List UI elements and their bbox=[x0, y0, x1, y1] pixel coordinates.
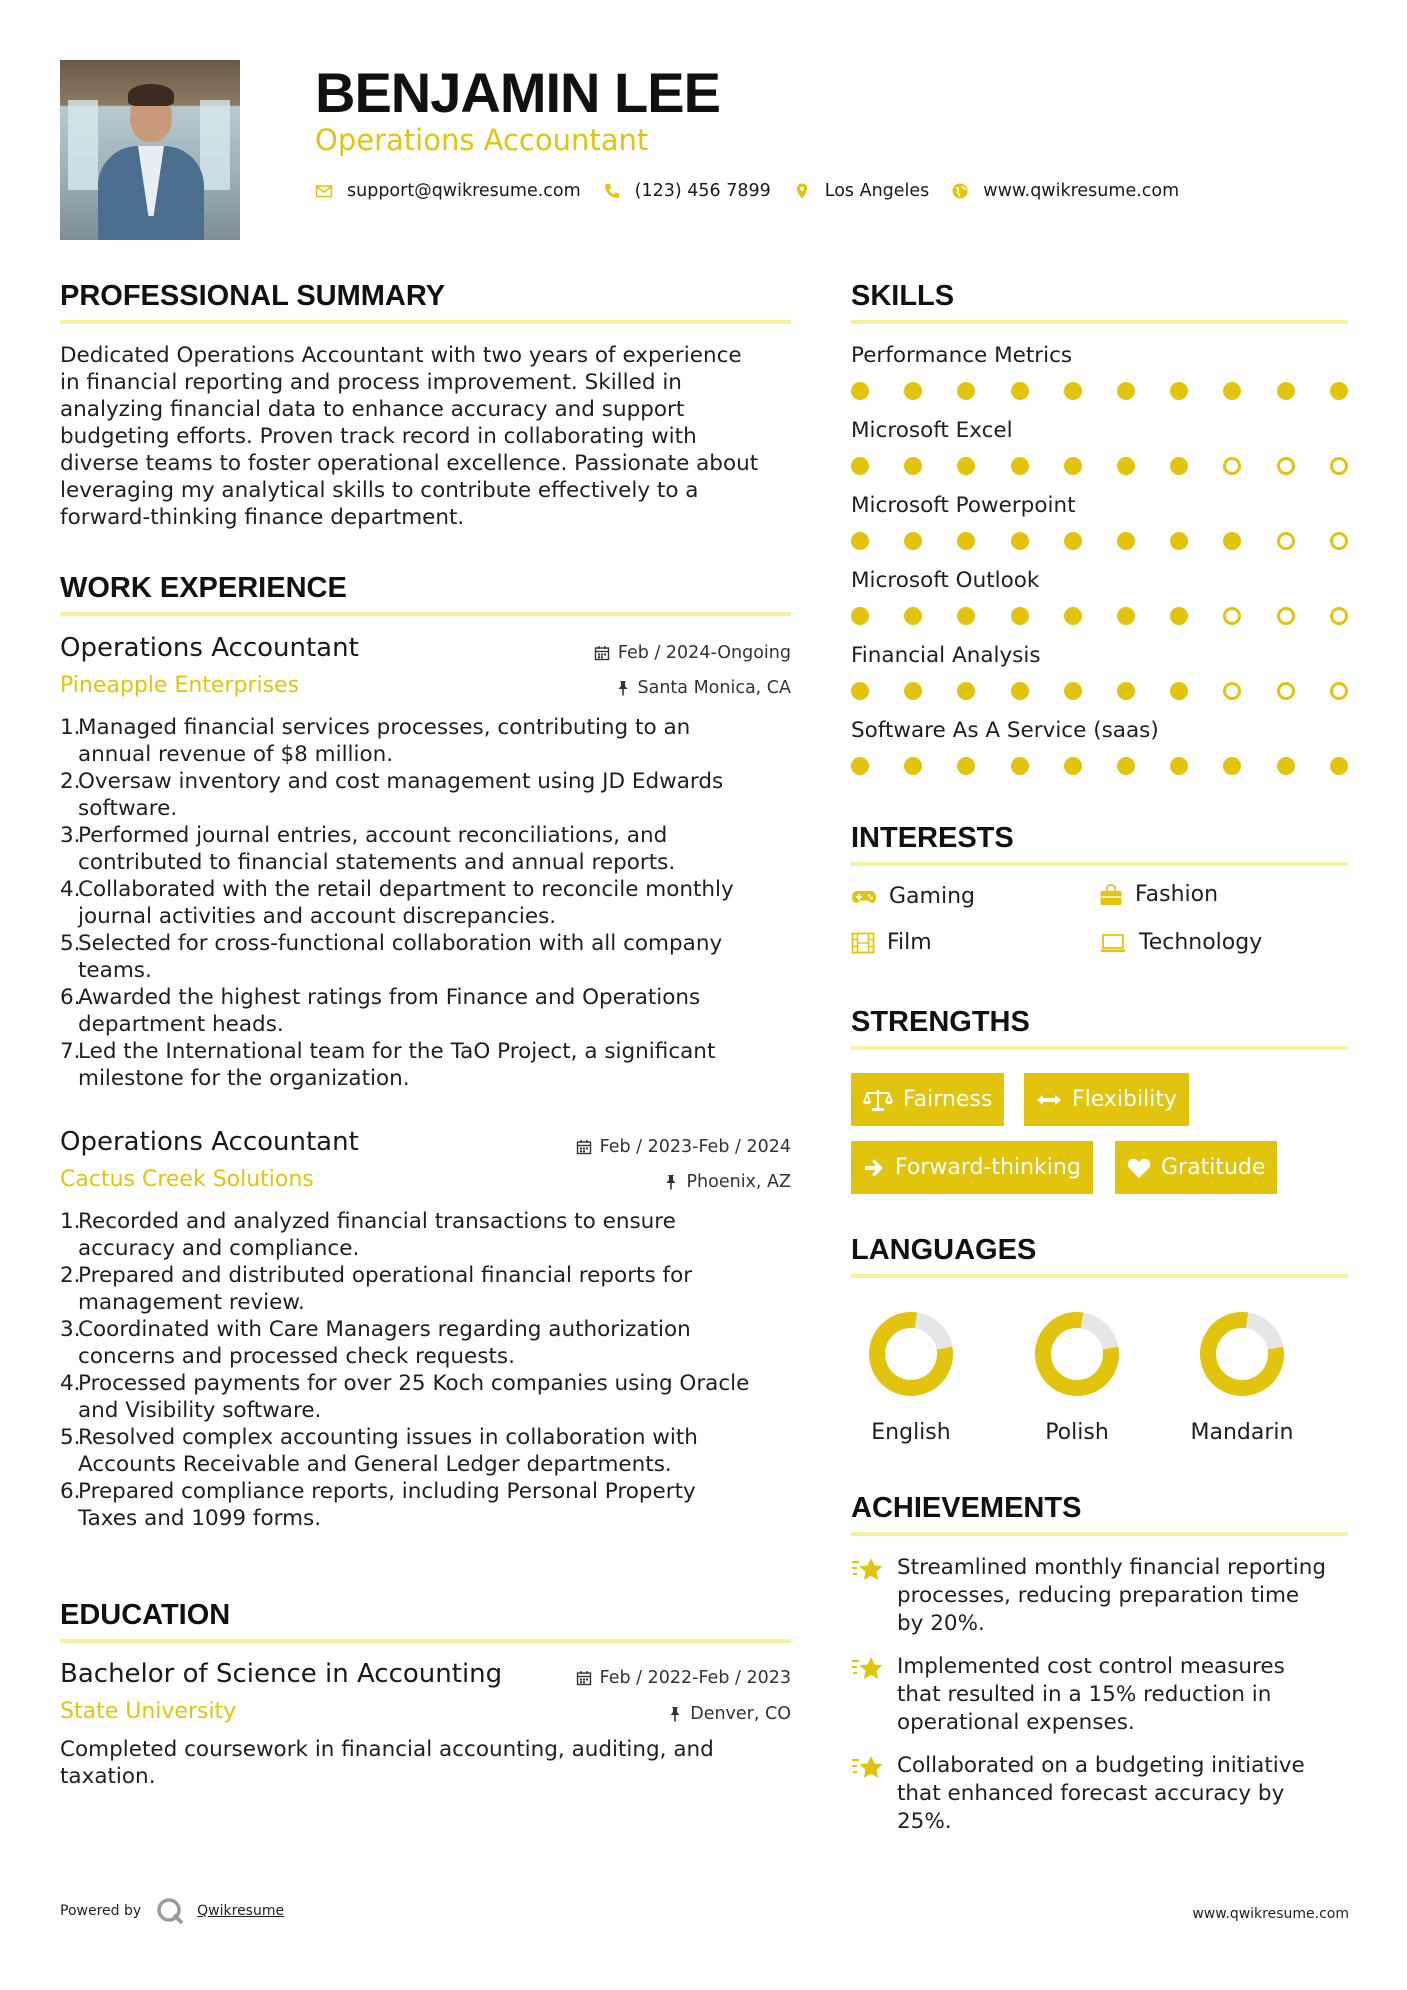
achievements-heading: ACHIEVEMENTS bbox=[851, 1492, 1082, 1524]
rating-dot bbox=[1011, 457, 1029, 475]
skill-rating bbox=[851, 382, 1351, 402]
rating-dot bbox=[1117, 532, 1135, 550]
rating-dot bbox=[1223, 532, 1241, 550]
rating-dot bbox=[1011, 382, 1029, 400]
job-date: Feb / 2024-Ongoing bbox=[594, 641, 791, 665]
language-label: Polish bbox=[1045, 1420, 1109, 1445]
rating-dot bbox=[1170, 757, 1188, 775]
job-title: Operations Accountant bbox=[60, 633, 359, 663]
education-heading: EDUCATION bbox=[60, 1599, 231, 1631]
rating-dot bbox=[1064, 382, 1082, 400]
footer-url[interactable]: www.qwikresume.com bbox=[1192, 1906, 1349, 1922]
achievements-divider bbox=[851, 1532, 1348, 1536]
achievement-item: Streamlined monthly financial reporting processes, reducing preparation time by 20%. bbox=[851, 1554, 1361, 1638]
job-responsibilities bbox=[60, 1208, 791, 1532]
strength-tag: Fairness bbox=[851, 1073, 1004, 1126]
rating-dot bbox=[1064, 532, 1082, 550]
globe-icon bbox=[951, 182, 969, 200]
skills-heading: SKILLS bbox=[851, 280, 955, 312]
rating-dot bbox=[1117, 382, 1135, 400]
summary-divider bbox=[60, 320, 791, 324]
rating-dot bbox=[1117, 757, 1135, 775]
strengths-divider bbox=[851, 1046, 1348, 1050]
skill-name: Financial Analysis bbox=[851, 643, 1041, 668]
rating-dot bbox=[1064, 457, 1082, 475]
rating-dot bbox=[957, 607, 975, 625]
language-proficiency-donut bbox=[1034, 1311, 1120, 1397]
rating-dot bbox=[851, 457, 869, 475]
education-divider bbox=[60, 1639, 791, 1643]
list-item: 2. Prepared and distributed operational financial reports for management review. bbox=[60, 1263, 693, 1315]
education-description: Completed coursework in financial accounting, auditing, and taxation. bbox=[60, 1737, 714, 1789]
rating-dot bbox=[851, 532, 869, 550]
list-item: 2. Oversaw inventory and cost management using JD Edwards software. bbox=[60, 769, 724, 821]
job-date: Feb / 2023-Feb / 2024 bbox=[576, 1135, 791, 1159]
rating-dot bbox=[1064, 607, 1082, 625]
list-item: 1. Recorded and analyzed financial transactions to ensure accuracy and compliance. bbox=[60, 1209, 676, 1261]
skill-name: Performance Metrics bbox=[851, 343, 1073, 368]
rating-dot bbox=[1223, 757, 1241, 775]
rating-dot bbox=[1277, 457, 1295, 475]
rating-dot bbox=[1223, 682, 1241, 700]
skill-rating bbox=[851, 532, 1351, 552]
job-company: Cactus Creek Solutions bbox=[60, 1167, 314, 1192]
star-icon bbox=[851, 1655, 885, 1683]
job-responsibilities bbox=[60, 714, 791, 1092]
rating-dot bbox=[1330, 532, 1348, 550]
experience-heading: WORK EXPERIENCE bbox=[60, 572, 347, 604]
rating-dot bbox=[1117, 607, 1135, 625]
rating-dot bbox=[1330, 757, 1348, 775]
rating-dot bbox=[851, 607, 869, 625]
qwikresume-link[interactable]: Qwikresume bbox=[197, 1903, 285, 1919]
profile-photo bbox=[60, 60, 240, 240]
skill-name: Microsoft Outlook bbox=[851, 568, 1040, 593]
pushpin-icon bbox=[616, 680, 630, 696]
rating-dot bbox=[1170, 682, 1188, 700]
rating-dot bbox=[1117, 682, 1135, 700]
list-item: 1. Managed financial services processes, contributing to an annual revenue of $8 million. bbox=[60, 715, 691, 767]
envelope-icon bbox=[315, 182, 333, 200]
scale-icon bbox=[863, 1088, 893, 1112]
shopping-bag-icon bbox=[1099, 884, 1123, 906]
language-label: English bbox=[871, 1420, 951, 1445]
rating-dot bbox=[904, 532, 922, 550]
degree-title: Bachelor of Science in Accounting bbox=[60, 1659, 503, 1689]
list-item: 7. Led the International team for the TaO Project, a significant milestone for the organization. bbox=[60, 1039, 716, 1091]
pushpin-icon bbox=[664, 1174, 678, 1190]
interest-item-gaming: Gaming bbox=[851, 883, 975, 911]
education-date: Feb / 2022-Feb / 2023 bbox=[576, 1666, 791, 1690]
powered-by-label: Powered by bbox=[60, 1903, 142, 1919]
interest-item-technology: Technology bbox=[1099, 929, 1262, 957]
summary-heading: PROFESSIONAL SUMMARY bbox=[60, 280, 446, 312]
gamepad-icon bbox=[851, 888, 877, 906]
language-proficiency-donut bbox=[868, 1311, 954, 1397]
skill-rating bbox=[851, 682, 1351, 702]
interest-item-fashion: Fashion bbox=[1099, 881, 1218, 909]
contact-email[interactable]: support@qwikresume.com bbox=[347, 181, 581, 201]
list-item: 3. Performed journal entries, account reconciliations, and contributed to financial statements and annual reports. bbox=[60, 823, 676, 875]
arrow-right-icon bbox=[863, 1158, 885, 1178]
education-location: Denver, CO bbox=[668, 1702, 791, 1726]
skill-name: Microsoft Powerpoint bbox=[851, 493, 1076, 518]
strength-tag: Forward-thinking bbox=[851, 1141, 1093, 1194]
language-item bbox=[1007, 1311, 1147, 1447]
rating-dot bbox=[1330, 607, 1348, 625]
list-item: 4. Processed payments for over 25 Koch companies using Oracle and Visibility software. bbox=[60, 1371, 750, 1423]
job-location: Phoenix, AZ bbox=[664, 1170, 791, 1194]
job-title: Operations Accountant bbox=[60, 1127, 359, 1157]
interest-item-film: Film bbox=[851, 929, 932, 957]
calendar-icon bbox=[576, 1139, 592, 1155]
strength-tag: Gratitude bbox=[1115, 1141, 1277, 1194]
rating-dot bbox=[957, 532, 975, 550]
language-label: Mandarin bbox=[1190, 1420, 1294, 1445]
heart-icon bbox=[1127, 1157, 1151, 1179]
rating-dot bbox=[1277, 382, 1295, 400]
rating-dot bbox=[957, 457, 975, 475]
rating-dot bbox=[957, 682, 975, 700]
contact-website[interactable]: www.qwikresume.com bbox=[983, 181, 1180, 201]
job-entry bbox=[60, 1126, 791, 1546]
job-location: Santa Monica, CA bbox=[616, 676, 792, 700]
skills-divider bbox=[851, 320, 1348, 324]
rating-dot bbox=[957, 382, 975, 400]
rating-dot bbox=[1117, 457, 1135, 475]
rating-dot bbox=[904, 457, 922, 475]
rating-dot bbox=[904, 382, 922, 400]
strength-tag: Flexibility bbox=[1024, 1073, 1189, 1126]
arrows-horizontal-icon bbox=[1036, 1092, 1062, 1108]
skill-rating bbox=[851, 757, 1351, 777]
map-pin-icon bbox=[793, 182, 811, 200]
achievement-item: Implemented cost control measures that resulted in a 15% reduction in operational expenses. bbox=[851, 1653, 1361, 1737]
candidate-name: BENJAMIN LEE bbox=[315, 61, 720, 124]
rating-dot bbox=[904, 607, 922, 625]
star-icon bbox=[851, 1754, 885, 1782]
summary-text: Dedicated Operations Accountant with two years of experience in financial reporting and process improvement. Skilled in analyzing financial data to enhance accuracy and support budgeting efforts. Proven track record in collaborating with diverse teams to foster operational excellence. Passionate about leveraging my analytical skills to contribute effectively to a forward-thinking finance department. bbox=[60, 343, 759, 530]
rating-dot bbox=[1330, 682, 1348, 700]
pushpin-icon bbox=[668, 1706, 682, 1722]
laptop-icon bbox=[1099, 933, 1127, 953]
rating-dot bbox=[1170, 457, 1188, 475]
experience-divider bbox=[60, 612, 791, 616]
list-item: 4. Collaborated with the retail department to reconcile monthly journal activities and account discrepancies. bbox=[60, 877, 734, 929]
rating-dot bbox=[1277, 532, 1295, 550]
interests-divider bbox=[851, 862, 1348, 866]
rating-dot bbox=[1170, 382, 1188, 400]
languages-heading: LANGUAGES bbox=[851, 1234, 1037, 1266]
contact-location: Los Angeles bbox=[824, 181, 930, 201]
rating-dot bbox=[957, 757, 975, 775]
language-item bbox=[1172, 1311, 1312, 1447]
list-item: 5. Selected for cross-functional collaboration with all company teams. bbox=[60, 931, 723, 983]
rating-dot bbox=[1330, 382, 1348, 400]
language-proficiency-donut bbox=[1199, 1311, 1285, 1397]
list-item: 5. Resolved complex accounting issues in collaboration with Accounts Receivable and General Ledger departments. bbox=[60, 1425, 698, 1477]
star-icon bbox=[851, 1556, 885, 1584]
phone-icon bbox=[603, 182, 621, 200]
job-entry bbox=[60, 632, 791, 1102]
rating-dot bbox=[1223, 457, 1241, 475]
rating-dot bbox=[1330, 457, 1348, 475]
education-entry bbox=[60, 1658, 791, 1798]
calendar-icon bbox=[576, 1670, 592, 1686]
rating-dot bbox=[1277, 757, 1295, 775]
rating-dot bbox=[1011, 682, 1029, 700]
achievement-item: Collaborated on a budgeting initiative that enhanced forecast accuracy by 25%. bbox=[851, 1752, 1361, 1836]
film-icon bbox=[851, 932, 875, 954]
skill-rating bbox=[851, 457, 1351, 477]
rating-dot bbox=[1064, 682, 1082, 700]
rating-dot bbox=[1011, 757, 1029, 775]
qwikresume-logo-icon bbox=[155, 1896, 185, 1926]
rating-dot bbox=[851, 682, 869, 700]
list-item: 6. Prepared compliance reports, including Personal Property Taxes and 1099 forms. bbox=[60, 1479, 696, 1531]
rating-dot bbox=[851, 382, 869, 400]
rating-dot bbox=[1011, 532, 1029, 550]
rating-dot bbox=[1223, 607, 1241, 625]
contact-bar bbox=[315, 178, 1201, 204]
strengths-heading: STRENGTHS bbox=[851, 1006, 1030, 1038]
rating-dot bbox=[1170, 607, 1188, 625]
rating-dot bbox=[1277, 682, 1295, 700]
rating-dot bbox=[1011, 607, 1029, 625]
list-item: 3. Coordinated with Care Managers regarding authorization concerns and processed check requests. bbox=[60, 1317, 691, 1369]
candidate-role: Operations Accountant bbox=[315, 123, 649, 157]
interests-heading: INTERESTS bbox=[851, 822, 1014, 854]
footer-powered-by bbox=[60, 1896, 284, 1926]
skill-name: Microsoft Excel bbox=[851, 418, 1013, 443]
rating-dot bbox=[851, 757, 869, 775]
job-company: Pineapple Enterprises bbox=[60, 673, 300, 698]
language-item bbox=[841, 1311, 981, 1447]
rating-dot bbox=[904, 682, 922, 700]
rating-dot bbox=[1223, 382, 1241, 400]
calendar-icon bbox=[594, 645, 610, 661]
languages-divider bbox=[851, 1274, 1348, 1278]
list-item: 6. Awarded the highest ratings from Finance and Operations department heads. bbox=[60, 985, 701, 1037]
school-name: State University bbox=[60, 1699, 237, 1724]
rating-dot bbox=[904, 757, 922, 775]
rating-dot bbox=[1277, 607, 1295, 625]
contact-phone[interactable]: (123) 456 7899 bbox=[634, 181, 771, 201]
rating-dot bbox=[1064, 757, 1082, 775]
skill-name: Software As A Service (saas) bbox=[851, 718, 1159, 743]
rating-dot bbox=[1170, 532, 1188, 550]
skill-rating bbox=[851, 607, 1351, 627]
